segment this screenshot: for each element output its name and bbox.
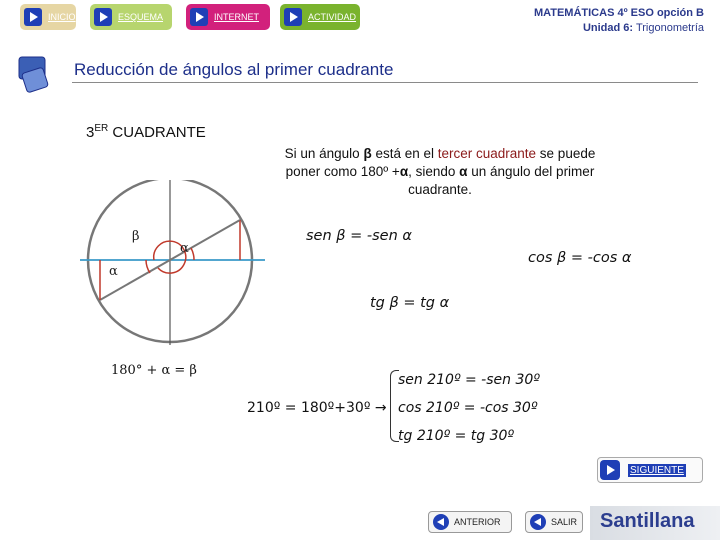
section-sup: ER [94, 123, 109, 134]
section-prefix: 3 [86, 124, 95, 141]
unit-circle-diagram [70, 180, 270, 350]
nav-esquema-label: ESQUEMA [118, 12, 164, 22]
salir-button[interactable] [525, 511, 583, 533]
salir-label: SALIR [551, 517, 578, 527]
play-icon [600, 460, 620, 480]
siguiente-label: SIGUIENTE [630, 464, 684, 476]
anterior-button[interactable] [428, 511, 512, 533]
alpha-label: α [180, 241, 189, 256]
intro-highlight: tercer cuadrante [437, 146, 537, 161]
nav-inicio-button[interactable] [20, 4, 76, 30]
intro-alpha: α [399, 164, 409, 179]
back-icon [530, 514, 546, 530]
diagram-caption: 180° + α = β [111, 363, 197, 378]
nav-internet-button[interactable] [186, 4, 270, 30]
intro-text: un ángulo del primer cuadrante. [408, 164, 595, 197]
nav-actividad-label: ACTIVIDAD [308, 12, 357, 22]
unit-name: Trigonometría [635, 22, 704, 34]
intro-text: se puede poner como 180º + [285, 146, 596, 179]
alpha-arc [146, 260, 150, 273]
formula-sen: sen β = -sen α [306, 228, 412, 244]
back-icon [433, 514, 449, 530]
intro-alpha: α [459, 164, 468, 179]
nav-esquema-button[interactable] [90, 4, 172, 30]
nav-actividad-button[interactable] [280, 4, 360, 30]
play-icon [94, 8, 112, 26]
section-heading [86, 123, 206, 141]
alpha-label: α [109, 264, 118, 279]
example-sen: sen 210º = -sen 30º [398, 372, 540, 388]
brand-logo: Santillana [600, 510, 695, 532]
course-header [534, 6, 704, 36]
lesson-title: Reducción de ángulos al primer cuadrante [74, 60, 394, 79]
beta-label: β [132, 229, 140, 244]
anterior-label: ANTERIOR [454, 517, 501, 527]
alpha-arc-right [191, 248, 194, 260]
play-icon [24, 8, 42, 26]
play-icon [284, 8, 302, 26]
example-lhs: 210º = 180º+30º → [247, 400, 387, 416]
example-tg: tg 210º = tg 30º [398, 428, 515, 444]
example-cos: cos 210º = -cos 30º [398, 400, 538, 416]
formula-tg: tg β = tg α [370, 295, 450, 311]
intro-text: , siendo [408, 164, 460, 179]
intro-paragraph [272, 145, 608, 199]
lesson-icon [16, 54, 50, 94]
course-title: MATEMÁTICAS 4º ESO opción B [533, 7, 704, 19]
intro-text: Si un ángulo [284, 146, 364, 161]
siguiente-button[interactable] [597, 457, 703, 483]
nav-inicio-label: INICIO [48, 12, 76, 22]
section-suffix: CUADRANTE [108, 124, 206, 141]
play-icon [190, 8, 208, 26]
unit-prefix: Unidad 6: [582, 22, 634, 34]
intro-text: está en el [371, 146, 438, 161]
title-divider [72, 82, 698, 83]
intro-beta: β [363, 146, 372, 161]
nav-internet-label: INTERNET [214, 12, 259, 22]
formula-cos: cos β = -cos α [528, 250, 632, 266]
